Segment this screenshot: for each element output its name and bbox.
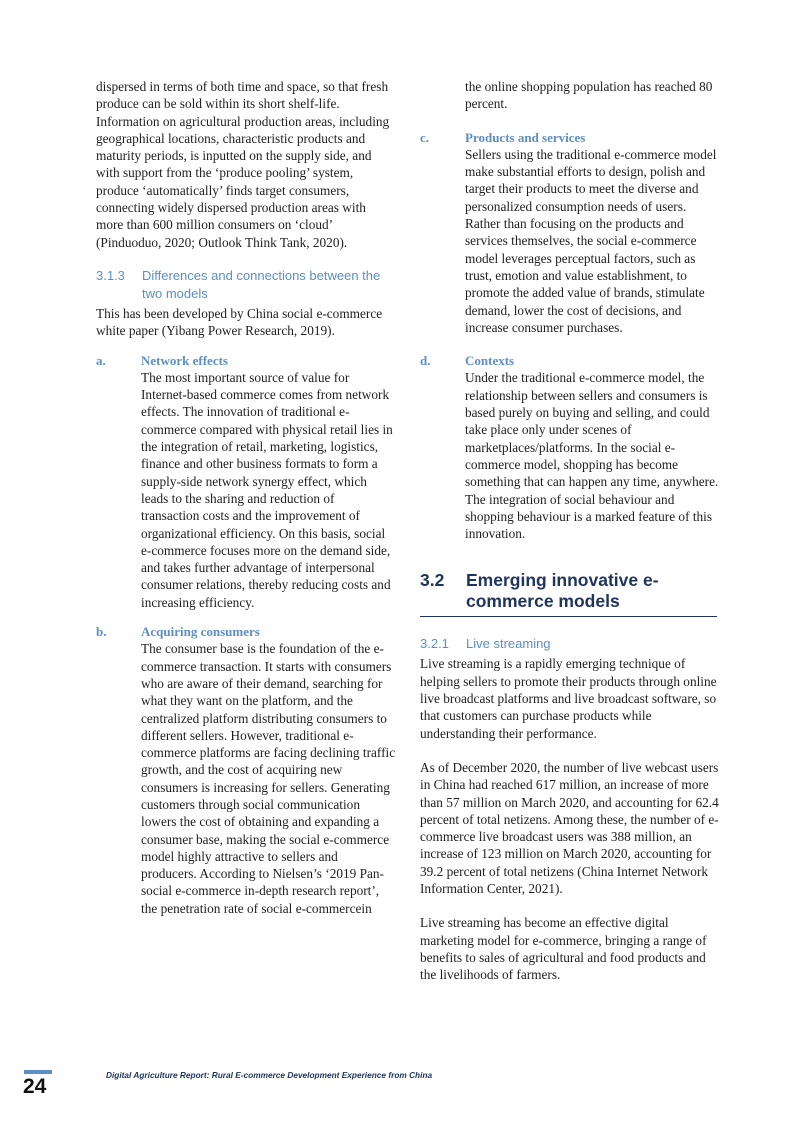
section-title: Emerging innovative e-commerce models bbox=[466, 570, 659, 612]
live-streaming-paragraph-2: As of December 2020, the number of live webcast users in China had reached 617 million, an increase of more than 57 million on March 2020, and accounting for 62.4 percent of total netizens. Among these, the number of e-commerce live broadcast users was 388 million, an increase of 123 million on March 2020, accounting for 39.2 percent of total netizens (China Internet Network Information Center, 2021). bbox=[420, 759, 719, 896]
subsection-number: 3.1.3 bbox=[96, 267, 125, 283]
list-item-label: Contexts bbox=[465, 353, 515, 369]
list-item-text: The consumer base is the foundation of the e-commerce transaction. It starts with consumers who are aware of their demand, searching for what they want on the platform, and the centralized platform distributing consumers to different sellers. However, traditional e-commerce platforms are facing declining traffic growth, and the cost of acquiring new consumers is increasing for sellers. Generating customers through social communication lowers the cost of obtaining and expanding a consumer base, making the social e-commerce model highly attractive to sellers and producers. According to Nielsen’s ‘2019 Pan-social e-commerce in-depth research report’, the penetration rate of social e-commercein bbox=[141, 641, 396, 916]
page-number-bar bbox=[24, 1070, 52, 1074]
list-marker: b. bbox=[96, 624, 107, 640]
list-item-text: The most important source of value for Internet-based commerce comes from network effects. The innovation of traditional e-commerce compared with physical retail lies in the integration of retail, marketing, logistics, finance and other business formats to form a supply-side network synergy effect, which leads to the sharing and reduction of transaction costs and the improvement of organizational efficiency. On this basis, social e-commerce focuses more on the demand side, and takes further advantage of interpersonal consumer relations, thereby reducing costs and increasing efficiency. bbox=[141, 369, 393, 610]
right-column bbox=[420, 78, 720, 983]
list-item-label: Acquiring consumers bbox=[141, 624, 260, 640]
continued-text: the online shopping population has reached 80 percent. bbox=[465, 79, 713, 112]
list-marker: c. bbox=[420, 129, 430, 145]
subsection-title: Differences and connections between the two models bbox=[142, 267, 381, 301]
list-item-b bbox=[96, 623, 396, 917]
list-item-c bbox=[420, 129, 720, 337]
list-item-a bbox=[96, 352, 396, 611]
subsection-intro: This has been developed by China social e-commerce white paper (Yibang Power Research, 2019). bbox=[96, 305, 383, 339]
intro-paragraph: dispersed in terms of both time and space, so that fresh produce can be sold within its short shelf-life. Information on agricultural production areas, including geographical locations, characteristic products and maturity periods, is inputted on the supply side, and with support from the ‘produce pooling’ system, produce ‘automatically’ finds target consumers, connecting widely dispersed production areas with more than 600 million consumers on ‘cloud’ (Pinduoduo, 2020; Outlook Think Tank, 2020). bbox=[96, 79, 390, 250]
list-marker: a. bbox=[96, 352, 106, 368]
left-column bbox=[96, 78, 396, 917]
footer-report-title: Digital Agriculture Report: Rural E-commerce Development Experience from China bbox=[106, 1070, 433, 1080]
list-item-text: Under the traditional e-commerce model, the relationship between sellers and consumers is based purely on buying and selling, and could take place only under scenes of marketplaces/platforms. In the social e-commerce model, shopping has become something that can happen any time, anywhere. The integration of social behaviour and shopping behaviour is a marked feature of this innovation. bbox=[465, 370, 719, 542]
list-marker: d. bbox=[420, 353, 431, 369]
subsection-heading-3-1-3 bbox=[96, 267, 396, 303]
subsection-title: Live streaming bbox=[466, 636, 551, 652]
live-streaming-paragraph-1: Live streaming is a rapidly emerging technique of helping sellers to promote their products through online live broadcast platforms and live broadcast software, so that customers can purchase products while understanding their performance. bbox=[420, 656, 717, 741]
section-number: 3.2 bbox=[420, 570, 445, 591]
section-heading-3-2 bbox=[420, 570, 717, 617]
page-number: 24 bbox=[23, 1075, 47, 1098]
subsection-number: 3.2.1 bbox=[420, 636, 449, 652]
live-streaming-paragraph-3: Live streaming has become an effective digital marketing model for e-commerce, bringing a range of benefits to sales of agricultural and food products and the livelihoods of farmers. bbox=[420, 915, 707, 983]
subsection-heading-3-2-1 bbox=[420, 635, 720, 653]
list-item-d bbox=[420, 352, 720, 542]
list-item-label: Network effects bbox=[141, 352, 228, 368]
list-item-label: Products and services bbox=[465, 129, 586, 145]
list-item-text: Sellers using the traditional e-commerce model make substantial efforts to design, polish and target their products to meet the diverse and personalized consumption needs of users. Rather than focusing on the products and services themselves, the social e-commerce model leverages perceptual factors, such as trust, emotion and value establishment, to promote the added value of brands, stimulate demand, lower the cost of decisions, and increase consumer purchases. bbox=[465, 146, 717, 335]
